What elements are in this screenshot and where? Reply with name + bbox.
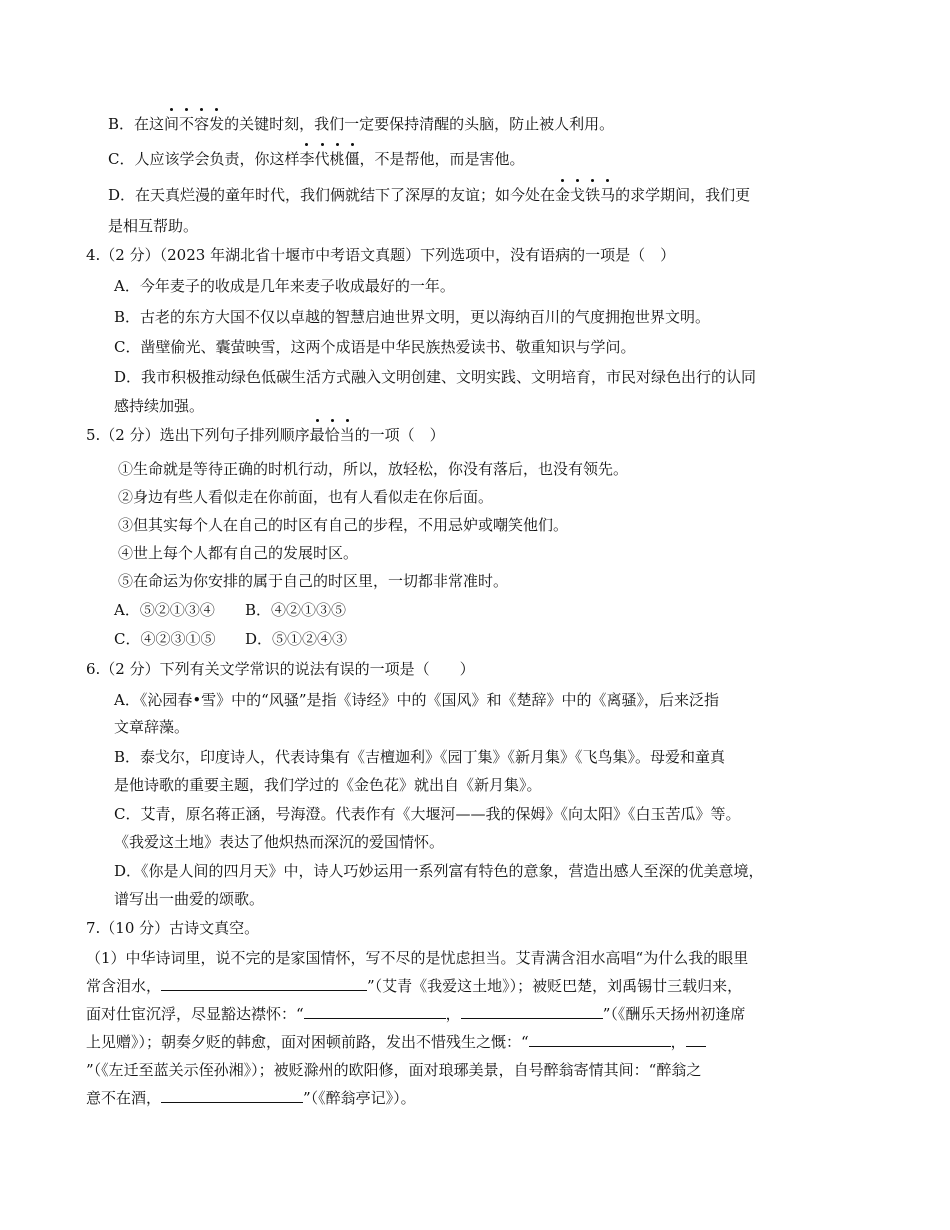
q7-line-3: 面对仕宦沉浮，尽显豁达襟怀：“ ， ”（《酬乐天扬州初逢席 [86, 1005, 746, 1023]
q3-option-c: C．人应该学会负责，你这样李代桃僵，不是帮他，而是害他。 [108, 150, 525, 168]
emphasis-char: 当 [339, 426, 355, 444]
emphasis-char: 不 [179, 115, 195, 133]
q7-line-6: 意不在酒， ”（《醉翁亭记》）。 [86, 1089, 416, 1107]
emphasis-char: 金 [555, 186, 571, 204]
q6-option-a: A．《沁园春•雪》中的“风骚”是指《诗经》中的《国风》和《楚辞》中的《离骚》，后来泛指 [114, 691, 720, 709]
q5-option-c: C．④②③①⑤ [114, 630, 216, 648]
emphasis-char: 桃 [329, 150, 345, 168]
q5-option-d: D．⑤①②④③ [245, 630, 348, 648]
q4-option-c: C．凿壁偷光、囊萤映雪，这两个成语是中华民族热爱读书、敬重知识与学问。 [114, 338, 636, 356]
q5-sentence-1: ①生命就是等待正确的时机行动，所以，放轻松，你没有落后，也没有领先。 [118, 460, 629, 478]
emphasis-char: 李 [299, 150, 315, 168]
answer-blank[interactable] [161, 1088, 303, 1103]
emphasis-char: 僵 [344, 150, 360, 168]
q6-option-d-cont: 谱写出一曲爱的颂歌。 [114, 890, 265, 908]
q5-sentence-5: ⑤在命运为你安排的属于自己的时区里，一切都非常准时。 [118, 572, 509, 590]
q6-option-b: B．泰戈尔，印度诗人，代表诗集有《吉檀迦利》《园丁集》《新月集》《飞鸟集》。母爱和童真 [114, 748, 726, 766]
emphasis-char: 最 [309, 426, 325, 444]
q4-stem: 4.（2 分）（2023 年湖北省十堰市中考语文真题）下列选项中，没有语病的一项是（ ） [86, 246, 676, 264]
q6-option-c-cont: 《我爱这土地》表达了他炽热而深沉的爱国情怀。 [114, 833, 445, 851]
q6-option-c: C．艾青，原名蒋正涵，号海澄。代表作有《大堰河——我的保姆》《向太阳》《白玉苦瓜》等。 [114, 805, 741, 823]
q7-stem: 7.（10 分）古诗文真空。 [86, 919, 260, 937]
answer-blank[interactable] [161, 976, 367, 991]
emphasis-char: 铁 [585, 186, 601, 204]
emphasis-char: 间 [164, 115, 180, 133]
q3-option-d: D．在天真烂漫的童年时代，我们俩就结下了深厚的友谊；如今处在金戈铁马的求学期间，我们更 [108, 186, 751, 204]
emphasis-char: 容 [194, 115, 210, 133]
q3-option-b: B．在这间不容发的关键时刻，我们一定要保持清醒的头脑，防止被人利用。 [108, 115, 615, 133]
q3-option-d-cont: 是相互帮助。 [108, 217, 199, 235]
q6-option-b-cont: 是他诗歌的重要主题，我们学过的《金色花》就出自《新月集》。 [114, 776, 542, 794]
q7-line-4: 上见赠》）；朝奏夕贬的韩愈，面对困顿前路，发出不惜残生之慨：“ ， [86, 1032, 706, 1052]
q5-option-b: B．④②①③⑤ [245, 601, 347, 619]
q7-line-2: 常含泪水， ”（艾青《我爱这土地》）；被贬巴楚，刘禹锡廿三载归来， [86, 977, 743, 995]
emphasis-char: 戈 [570, 186, 586, 204]
emphasis-char: 代 [314, 150, 330, 168]
q7-line-5: ”（《左迁至蓝关示侄孙湘》）；被贬滁州的欧阳修，面对琅琊美景，自号醉翁寄情其间：“醉翁之 [86, 1061, 702, 1079]
q5-sentence-2: ②身边有些人看似走在你前面，也有人看似走在你后面。 [118, 488, 494, 506]
answer-blank[interactable] [304, 1004, 446, 1019]
q5-option-a: A．⑤②①③④ [114, 601, 215, 619]
q5-sentence-4: ④世上每个人都有自己的发展时区。 [118, 544, 359, 562]
emphasis-char: 发 [209, 115, 225, 133]
answer-blank[interactable] [461, 1004, 603, 1019]
q4-option-d-cont: 感持续加强。 [114, 397, 205, 415]
q4-option-a: A．今年麦子的收成是几年来麦子收成最好的一年。 [114, 277, 455, 295]
q6-stem: 6.（2 分）下列有关文学常识的说法有误的一项是（ ） [86, 660, 475, 678]
emphasis-char: 马 [600, 186, 616, 204]
q4-option-b: B．古老的东方大国不仅以卓越的智慧启迪世界文明，更以海纳百川的气度拥抱世界文明。 [114, 308, 711, 326]
emphasis-char: 恰 [324, 426, 340, 444]
q6-option-d: D．《你是人间的四月天》中，诗人巧妙运用一系列富有特色的意象，营造出感人至深的优美意境， [114, 862, 764, 880]
q5-stem: 5.（2 分）选出下列句子排列顺序最恰当的一项（ ） [86, 426, 445, 444]
answer-blank[interactable] [686, 1032, 706, 1047]
q7-line-1: （1）中华诗词里，说不完的是家国情怀，写不尽的是忧虑担当。艾青满含泪水高唱“为什么我的眼里 [86, 949, 749, 967]
q5-sentence-3: ③但其实每个人在自己的时区有自己的步程，不用忌妒或嘲笑他们。 [118, 516, 569, 534]
q4-option-d: D．我市积极推动绿色低碳生活方式融入文明创建、文明实践、文明培育，市民对绿色出行的认同 [114, 368, 757, 386]
answer-blank[interactable] [529, 1032, 671, 1047]
q6-option-a-cont: 文章辞藻。 [114, 718, 190, 736]
